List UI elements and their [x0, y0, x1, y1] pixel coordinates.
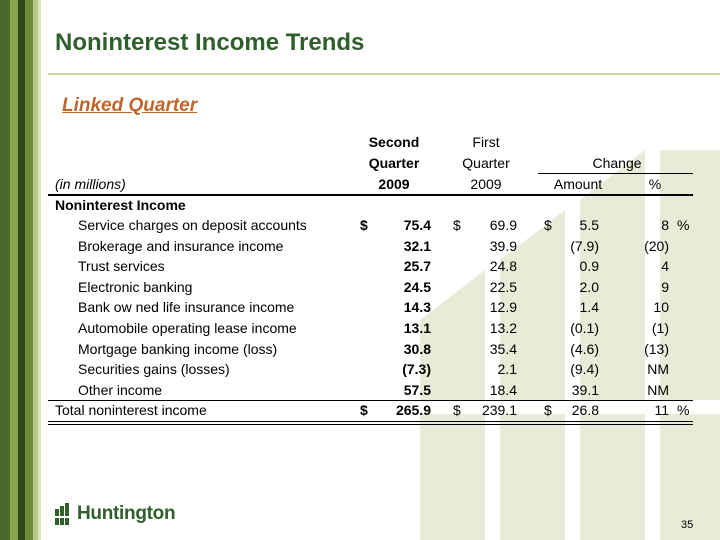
table-row: [0, 279, 720, 299]
change-amount: (4.6): [570, 340, 599, 357]
change-pct: (1): [651, 320, 669, 336]
header-first-year: 2009: [470, 176, 502, 192]
header-change: Change: [592, 155, 642, 171]
change-pct: (20): [644, 237, 669, 254]
header-first: First: [472, 134, 500, 150]
page-number: 35: [681, 519, 694, 531]
row-label: Trust services: [78, 258, 165, 275]
total-q2-value: 265.9: [395, 402, 431, 418]
table-row: [0, 258, 720, 278]
pct-unit: %: [677, 217, 690, 233]
slide-subtitle: Linked Quarter: [62, 95, 198, 116]
change-pct: 4: [661, 258, 669, 275]
change-pct: 8: [661, 217, 669, 233]
row-label: Securities gains (losses): [78, 361, 230, 378]
total-q1-sign: $: [453, 402, 461, 418]
q2-value: 14.3: [403, 299, 431, 316]
slide-title: Noninterest Income Trends: [55, 29, 365, 56]
header-amount: Amount: [553, 176, 603, 192]
change-amount: (9.4): [570, 361, 599, 378]
header-rule: [48, 194, 693, 196]
table-row: [0, 238, 720, 258]
change-pct: (13): [644, 340, 669, 357]
total-bottom-rule-1: [48, 421, 693, 422]
change-amount: 39.1: [571, 381, 599, 398]
row-label: Bank ow ned life insurance income: [78, 299, 295, 316]
q1-value: 18.4: [489, 381, 517, 398]
change-amount: 1.4: [579, 299, 599, 316]
header-second: Second: [368, 134, 420, 150]
total-q2-sign: $: [360, 402, 368, 418]
change-amount: 2.0: [579, 278, 599, 295]
change-underline: [538, 173, 693, 174]
header-second-quarter: Quarter: [368, 155, 420, 171]
q2-sign: $: [360, 217, 368, 233]
row-label: Automobile operating lease income: [78, 320, 297, 336]
row-label: Mortgage banking income (loss): [78, 340, 278, 357]
total-pct: 11: [654, 402, 669, 418]
change-pct: 9: [661, 278, 669, 295]
q1-value: 35.4: [489, 340, 517, 357]
header-second-year: 2009: [378, 176, 410, 192]
row-label: Electronic banking: [78, 278, 193, 295]
total-row: [0, 402, 720, 422]
row-label: Brokerage and insurance income: [78, 237, 284, 254]
table-row: [0, 217, 720, 237]
total-pct-unit: %: [677, 402, 690, 418]
change-pct: NM: [647, 381, 669, 398]
change-pct: 10: [653, 299, 669, 316]
change-amount: 0.9: [579, 258, 599, 275]
change-amount: (0.1): [570, 320, 599, 336]
total-top-rule: [48, 400, 693, 401]
header-pct: %: [648, 176, 662, 192]
units-label: (in millions): [55, 176, 126, 192]
total-amount-sign: $: [544, 402, 552, 418]
q1-sign: $: [453, 217, 461, 233]
table-row: [0, 382, 720, 402]
table-row: [0, 320, 720, 340]
total-bottom-rule-2: [48, 424, 693, 425]
q1-value: 39.9: [489, 237, 517, 254]
q2-value: 32.1: [403, 237, 431, 254]
total-label: Total noninterest income: [55, 402, 207, 418]
q2-value: 75.4: [403, 217, 431, 233]
q2-value: 30.8: [403, 340, 431, 357]
huntington-logo: [55, 503, 175, 525]
q1-value: 22.5: [489, 278, 517, 295]
q2-value: 57.5: [403, 381, 431, 398]
table-row: [0, 341, 720, 361]
section-label: Noninterest Income: [55, 197, 186, 213]
q2-value: 25.7: [403, 258, 431, 275]
change-amount: (7.9): [570, 237, 599, 254]
q2-value: 13.1: [403, 320, 431, 336]
row-label: Other income: [78, 381, 163, 398]
q1-value: 24.8: [489, 258, 517, 275]
table-row: [0, 361, 720, 381]
huntington-mark-icon: [55, 503, 73, 525]
q1-value: 2.1: [497, 361, 517, 378]
total-q1-value: 239.1: [481, 402, 517, 418]
total-amount: 26.8: [571, 402, 599, 418]
amount-sign: $: [544, 217, 552, 233]
table-row: [0, 299, 720, 319]
title-divider: [48, 73, 720, 75]
logo-text: Huntington: [77, 503, 176, 524]
header-first-quarter: Quarter: [462, 155, 510, 171]
q2-value: 24.5: [403, 278, 431, 295]
row-label: Service charges on deposit accounts: [78, 217, 307, 233]
q1-value: 69.9: [489, 217, 517, 233]
section-row: [0, 197, 720, 217]
change-amount: 5.5: [579, 217, 599, 233]
q1-value: 12.9: [489, 299, 517, 316]
q1-value: 13.2: [489, 320, 517, 336]
q2-value: (7.3): [402, 361, 431, 378]
change-pct: NM: [647, 361, 669, 378]
